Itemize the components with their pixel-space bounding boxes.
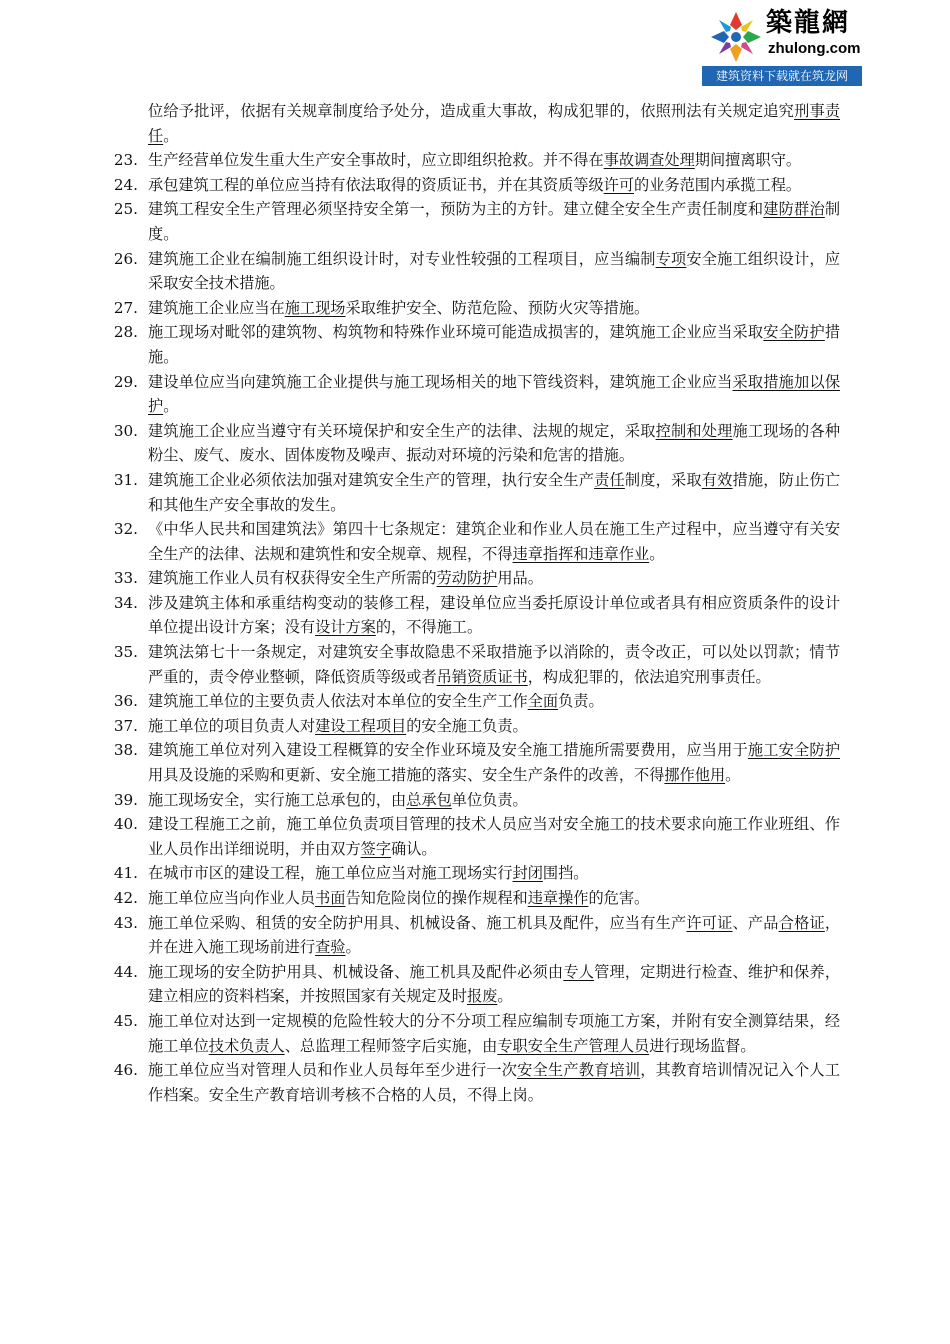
list-item [108, 197, 840, 246]
underlined-answer: 书面 [315, 889, 346, 907]
item-text: 涉及建筑主体和承重结构变动的装修工程，建设单位应当委托原设计单位或者具有相应资质条件的设计单位提出设计方案；没有 [148, 593, 840, 637]
underlined-answer: 签字 [360, 839, 391, 858]
item-number: 30. [113, 421, 138, 440]
item-text: 。 [345, 938, 361, 957]
item-text: 措施，防止伤亡和其他生产安全事故的发生。 [148, 470, 841, 514]
list-item [108, 99, 840, 148]
underlined-answer: 专人 [563, 962, 595, 981]
item-text: 制度，采取 [624, 470, 702, 489]
underlined-answer: 全面 [527, 692, 559, 711]
item-text: 施工单位应当对管理人员和作业人员每年至少进行一次 [148, 1061, 518, 1080]
list-item [108, 148, 840, 173]
item-text: 制度。 [148, 200, 841, 243]
underlined-answer: 采取措施加以保护 [148, 372, 841, 416]
item-number: 43. [113, 913, 138, 932]
list-item [108, 320, 840, 369]
snowflake-logo-icon [708, 10, 764, 64]
item-text: 建筑法第七十一条规定，对建筑安全事故隐患不采取措施予以消除的，责令改正，可以处以罚款；情节严重的，责令停业整顿，降低资质等级或者 [148, 643, 840, 686]
item-text: 建筑工程安全生产管理必须坚持安全第一，预防为主的方针。建立健全安全生产责任制度和 [148, 200, 764, 219]
item-text: 的，不得施工。 [375, 618, 483, 637]
underlined-answer: 技术负责人 [208, 1036, 285, 1055]
item-text: 在城市市区的建设工程，施工单位应当对施工现场实行 [148, 864, 513, 883]
item-text: 《中华人民共和国建筑法》第四十七条规定：建筑企业和作业人员在施工生产过程中，应当遵守有关安全生产的法律、法规和建筑性和安全规章、规程，不得 [148, 520, 840, 563]
item-number: 35. [113, 643, 138, 662]
underlined-answer: 违章操作 [527, 889, 589, 907]
item-number: 37. [113, 716, 138, 735]
list-item [108, 812, 840, 861]
item-text: ，构成犯罪的，依法追究刑事责任。 [527, 667, 771, 686]
item-number: 32. [113, 520, 138, 539]
item-text: 。 [725, 766, 741, 785]
underlined-answer: 安全生产教育培训 [517, 1061, 641, 1080]
item-text: ，其教育培训情况记入个人工作档案。安全生产教育培训考核不合格的人员，不得上岗。 [148, 1061, 841, 1104]
item-number: 38. [113, 741, 138, 760]
list-item [108, 370, 840, 419]
logo-name: 築龍網 [766, 8, 851, 38]
item-text: 安全施工组织设计，应采取安全技术措施。 [148, 249, 841, 293]
underlined-answer: 违章指挥和违章作业 [512, 544, 650, 563]
item-number: 34. [113, 593, 138, 612]
item-text: 建设工程施工之前，施工单位负责项目管理的技术人员应当对安全施工的技术要求向施工作业班组、作业人员作出详细说明，并由双方 [148, 815, 840, 858]
underlined-answer: 专职安全生产管理人员 [497, 1036, 650, 1055]
underlined-answer: 总承包 [406, 790, 452, 809]
underlined-answer: 施工现场 [284, 298, 346, 317]
item-number: 28. [113, 323, 138, 342]
item-number: 42. [113, 889, 138, 907]
list-item [108, 1058, 840, 1107]
list-item [108, 296, 840, 321]
item-text: 期间擅离职守。 [694, 151, 802, 170]
item-text: 措施。 [148, 323, 841, 366]
item-text: 。 [163, 397, 179, 416]
underlined-answer: 合格证 [778, 913, 825, 932]
logo-slogan: 建筑资料下载就在筑龙网 [702, 66, 862, 86]
underlined-answer: 控制和处理 [655, 421, 733, 440]
underlined-answer: 吊销资质证书 [436, 667, 528, 686]
item-text: 施工现场的各种粉尘、废气、废水、固体废物及噪声、振动对环境的污染和危害的措施。 [148, 421, 841, 465]
item-text: 施工单位对达到一定规模的危险性较大的分不分项工程应编制专项施工方案，并附有安全测算结果，经施工单位 [148, 1011, 840, 1055]
list-item [108, 640, 840, 689]
list-item [108, 714, 840, 739]
item-number: 41. [113, 864, 138, 883]
item-text: 承包建筑工程的单位应当持有依法取得的资质证书，并在其资质等级 [148, 175, 604, 194]
item-text: 管理，定期进行检查、维护和保养，建立相应的资料档案，并按照国家有关规定及时 [148, 962, 841, 1006]
underlined-answer: 专项 [655, 249, 687, 268]
item-number: 23. [113, 151, 138, 170]
list-item [108, 886, 840, 911]
item-text: 负责。 [558, 692, 604, 711]
item-number: 25. [113, 200, 138, 219]
underlined-answer: 建防群治 [763, 200, 825, 219]
item-text: 进行现场监督。 [649, 1036, 756, 1055]
item-number: 45. [113, 1011, 138, 1030]
item-text: 采取维护安全、防范危险、预防火灾等措施。 [345, 298, 650, 317]
item-text: 建筑施工作业人员有权获得安全生产所需的 [148, 569, 437, 588]
item-text: 位给予批评，依据有关规章制度给予处分，造成重大事故，构成犯罪的，依照刑法有关规定追究 [148, 102, 795, 120]
list-item [108, 738, 840, 787]
underlined-answer: 设计方案 [315, 618, 376, 637]
item-text: 建筑施工单位对列入建设工程概算的安全作业环境及安全施工措施所需要费用，应当用于 [148, 741, 748, 760]
item-text: 建设单位应当向建筑施工企业提供与施工现场相关的地下管线资料，建筑施工企业应当 [148, 372, 733, 391]
underlined-answer: 建设工程项目 [315, 716, 407, 735]
item-text: 围挡。 [542, 864, 589, 883]
list-item [108, 517, 840, 566]
item-number: 40. [113, 815, 138, 834]
list-item [108, 960, 840, 1009]
underlined-answer: 挪作他用 [664, 766, 726, 785]
logo-domain: zhulong.com [768, 40, 861, 57]
list-item [108, 788, 840, 813]
logo-header [702, 4, 862, 64]
item-text: 。 [497, 987, 513, 1006]
item-number: 29. [113, 372, 138, 391]
item-number: 39. [113, 790, 138, 809]
underlined-answer: 责任 [594, 470, 625, 489]
item-text: 建筑施工企业应当在 [148, 298, 285, 317]
item-text: 、总监理工程师签字后实施，由 [284, 1036, 498, 1055]
underlined-answer: 查验 [315, 938, 346, 957]
list-item [108, 566, 840, 591]
item-text: ，并在进入施工现场前进行 [148, 913, 841, 957]
list-item [108, 911, 840, 960]
item-number: 26. [113, 249, 138, 268]
underlined-answer: 许可证 [686, 913, 733, 932]
item-text: 。 [163, 126, 179, 145]
item-text: 建筑施工企业在编制施工组织设计时，对专业性较强的工程项目，应当编制 [148, 249, 656, 268]
list-item [108, 861, 840, 886]
item-text: 建筑施工企业必须依法加强对建筑安全生产的管理，执行安全生产 [148, 470, 595, 489]
underlined-answer: 报废 [466, 987, 498, 1006]
item-text: 施工现场的安全防护用具、机械设备、施工机具及配件必须由 [148, 962, 564, 981]
item-text: 施工现场安全，实行施工总承包的，由 [148, 790, 407, 809]
zhulong-logo [702, 4, 862, 84]
item-text: 施工现场对毗邻的建筑物、构筑物和特殊作业环境可能造成损害的，建筑施工企业应当采取 [148, 323, 764, 342]
list-item [108, 1009, 840, 1058]
item-text: 生产经营单位发生重大生产安全事故时，应立即组织抢救。并不得在 [148, 151, 604, 170]
item-text: 告知危险岗位的操作规程和 [345, 889, 528, 907]
item-number: 24. [113, 175, 138, 194]
item-number: 44. [113, 962, 138, 981]
underlined-answer: 施工安全防护 [747, 741, 841, 760]
item-number: 33. [113, 569, 138, 588]
item-text: 确认。 [391, 839, 437, 858]
item-text: 的安全施工负责。 [406, 716, 528, 735]
underlined-answer: 刑事责任 [148, 102, 841, 145]
list-item [108, 468, 840, 517]
item-text: 。 [649, 544, 665, 563]
item-text: 、产品 [732, 913, 779, 932]
underlined-answer: 安全防护 [763, 323, 825, 342]
underlined-answer: 事故调查处理 [603, 151, 695, 170]
item-number: 46. [113, 1061, 138, 1080]
underlined-answer: 有效 [701, 470, 733, 489]
item-text: 建筑施工企业应当遵守有关环境保护和安全生产的法律、法规的规定，采取 [148, 421, 656, 440]
item-text: 单位负责。 [451, 790, 528, 809]
item-number: 27. [113, 298, 138, 317]
item-text: 施工单位采购、租赁的安全防护用具、机械设备、施工机具及配件，应当有生产 [148, 913, 687, 932]
item-number: 31. [113, 470, 138, 489]
list-item [108, 419, 840, 468]
document-body [108, 99, 840, 1107]
underlined-answer: 劳动防护 [436, 569, 498, 588]
list-item [108, 173, 840, 198]
list-item [108, 247, 840, 296]
item-text: 用具及设施的采购和更新、安全施工措施的落实、安全生产条件的改善，不得 [148, 766, 665, 785]
list-item [108, 689, 840, 714]
item-text: 建筑施工单位的主要负责人依法对本单位的安全生产工作 [148, 692, 528, 711]
item-text: 的业务范围内承揽工程。 [634, 175, 802, 194]
item-text: 用品。 [497, 569, 543, 588]
item-text: 的危害。 [588, 889, 650, 907]
list-item [108, 591, 840, 640]
item-text: 施工单位的项目负责人对 [148, 716, 316, 735]
underlined-answer: 许可 [603, 175, 634, 194]
item-number: 36. [113, 692, 138, 711]
item-text: 施工单位应当向作业人员 [148, 889, 316, 907]
underlined-answer: 封闭 [512, 864, 543, 883]
